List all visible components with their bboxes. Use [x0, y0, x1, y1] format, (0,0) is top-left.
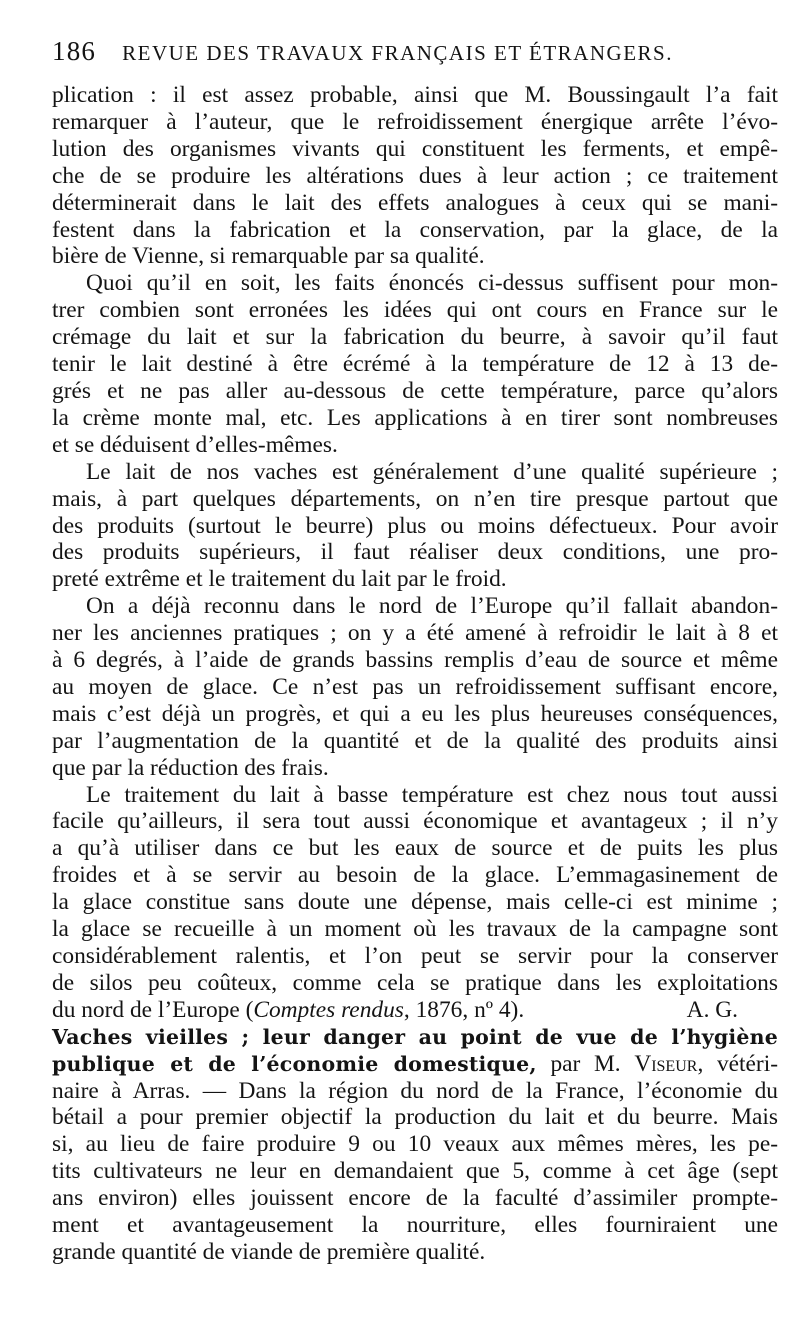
article-title-part1: Vaches vieilles ; leur danger au point de vue de l’hygiène	[52, 1024, 778, 1049]
article-title-line2: publique et de l’économie domestique, par M. Viseur, vétéri-	[52, 1050, 778, 1077]
text-line: crémage du lait et sur la fabrication du beurre, à savoir qu’il faut	[52, 324, 778, 351]
text-line: grande quantité de viande de première qualité.	[52, 1238, 486, 1265]
text-line: la glace constitue sans doute une dépense, mais celle-ci est minime ;	[52, 889, 778, 916]
text-line: che de se produire les altérations dues à leur action ; ce traitement	[52, 162, 778, 189]
page-number: 186	[52, 36, 97, 66]
text-line: par l’augmentation de la quantité et de la qualité des produits ainsi	[52, 727, 778, 754]
text-line: plication : il est assez probable, ainsi que M. Boussingault l’a fait	[52, 82, 778, 108]
text-line: Le traitement du lait à basse température est chez nous tout aussi	[86, 781, 778, 808]
text-line: la crème monte mal, etc. Les applications à en tirer sont nombreuses	[52, 404, 778, 431]
text-line: tenir le lait destiné à être écrémé à la température de 12 à 13 de-	[52, 351, 778, 378]
text-line: ans environ) elles jouissent encore de la faculté d’assimiler prompte-	[52, 1185, 778, 1212]
text-line: facile qu’ailleurs, il sera tout aussi économique et avantageux ; il n’y	[52, 808, 778, 835]
text-line: lution des organismes vivants qui constituent les ferments, et empê-	[52, 135, 778, 162]
text-line: à 6 degrés, à l’aide de grands bassins remplis d’eau de source et même	[52, 647, 778, 674]
text-line: que par la réduction des frais.	[52, 754, 329, 781]
text-line: déterminerait dans le lait des effets analogues à ceux qui se mani-	[52, 189, 778, 216]
article-title-part2: publique et de l’économie domestique,	[52, 1051, 537, 1076]
text-line: bière de Vienne, si remarquable par sa qualité.	[52, 243, 485, 270]
text-line: de silos peu coûteux, comme cela se pratique dans les exploitations	[52, 969, 778, 996]
text-line: ment et avantageusement la nourriture, elles fourniraient une	[52, 1212, 778, 1239]
text-line: des produits supérieurs, il faut réaliser deux conditions, une pro-	[52, 539, 778, 566]
citation-line	[52, 997, 778, 1024]
main-text	[52, 82, 778, 997]
text-line: tits cultivateurs ne leur en demandaient que 5, comme à cet âge (sept	[52, 1158, 778, 1185]
text-line: On a déjà reconnu dans le nord de l’Europe qu’il fallait abandon-	[86, 593, 778, 620]
article-text	[52, 1078, 778, 1266]
text-line: considérablement ralentis, et l’on peut se servir pour la conserver	[52, 943, 778, 969]
page-body	[52, 82, 778, 1266]
text-line: mais, à part quelques départements, on n’en tire presque partout que	[52, 485, 778, 512]
text-line: ner les anciennes pratiques ; on y a été amené à refroidir le lait à 8 et	[52, 620, 778, 647]
citation-initials: A. G.	[686, 996, 738, 1023]
text-line: remarquer à l’auteur, que le refroidissement énergique arrête l’évo-	[52, 108, 778, 135]
text-line: et se déduisent d’elles-mêmes.	[52, 431, 338, 458]
text-line: trer combien sont erronées les idées qui ont cours en France sur le	[52, 297, 778, 324]
text-line: la glace se recueille à un moment où les travaux de la campagne sont	[52, 916, 778, 943]
article-title-line1	[52, 1024, 778, 1051]
text-line: si, au lieu de faire produire 9 ou 10 veaux aux mêmes mères, les pe-	[52, 1131, 778, 1158]
text-line: grés et ne pas aller au-dessous de cette température, parce qu’alors	[52, 377, 778, 404]
text-line: festent dans la fabrication et la conservation, par la glace, de la	[52, 216, 778, 243]
text-line: Le lait de nos vaches est généralement d’une qualité supérieure ;	[86, 458, 778, 485]
text-line: Quoi qu’il en soit, les faits énoncés ci-dessus suffisent pour mon-	[86, 270, 778, 297]
text-line: preté extrême et le traitement du lait par le froid.	[52, 566, 507, 593]
text-line: mais c’est déjà un progrès, et qui a eu les plus heureuses conséquences,	[52, 700, 778, 727]
text-line: naire à Arras. — Dans la région du nord de la France, l’économie du	[52, 1077, 778, 1104]
text-line: au moyen de glace. Ce n’est pas un refroidissement suffisant encore,	[52, 673, 778, 700]
text-line: froides et à se servir au besoin de la glace. L’emmagasinement de	[52, 862, 778, 889]
text-line: des produits (surtout le beurre) plus ou moins défectueux. Pour avoir	[52, 512, 778, 539]
text-line: a qu’à utiliser dans ce but les eaux de source et de puits les plus	[52, 835, 778, 862]
article-author: Viseur	[634, 1050, 698, 1077]
citation-journal: Comptes rendus	[253, 996, 404, 1023]
text-line: bétail a pour premier objectif la production du lait et du beurre. Mais	[52, 1104, 778, 1131]
running-title: REVUE DES TRAVAUX FRANÇAIS ET ÉTRANGERS.	[122, 41, 673, 65]
citation-text: du nord de l’Europe (Comptes rendus, 1876, nº 4).	[52, 996, 525, 1023]
page-header	[52, 36, 778, 76]
